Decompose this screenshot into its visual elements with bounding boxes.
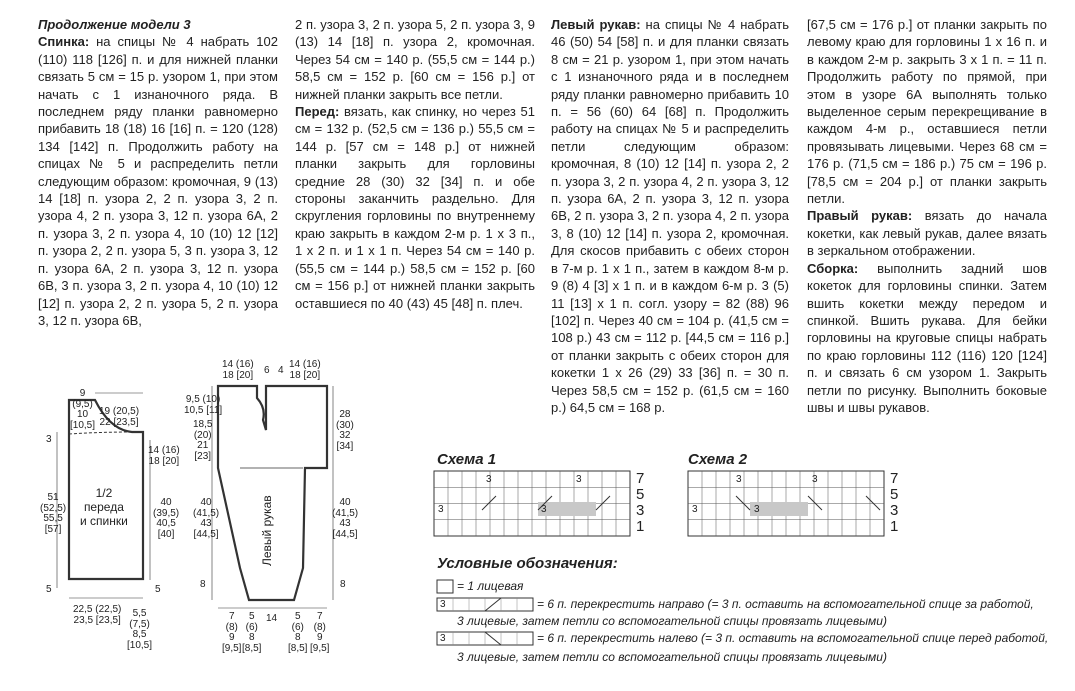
body-label: 1/2 переда и спинки: [80, 486, 128, 528]
scheme2-row-3: 3: [890, 502, 899, 519]
right-sleeve-text: вязать до начала кокетки, как левый рукав, далее вязать в зеркальном отображении.: [807, 208, 1047, 259]
sleeve-bottom-l1: 7 (8) 9 [9,5]: [222, 611, 242, 654]
scheme1-row-1: 1: [636, 518, 645, 535]
sleeve-right-a: 28 (30) 32 [34]: [336, 409, 354, 452]
scheme1-title: Схема 1: [437, 451, 497, 468]
legend-cross-left-text-2: 3 лицевые, затем петли со вспомогательной спицы провязать лицевыми): [457, 650, 887, 664]
scheme1-row-3: 3: [636, 502, 645, 519]
sleeve-left-a: 9,5 (10) 10,5 [11]: [184, 394, 223, 416]
scheme2-row-1: 1: [890, 518, 899, 535]
sleeve-bottom-mid: 14: [266, 613, 278, 624]
body-5b-measure: 5: [155, 584, 161, 595]
back-text: на спицы № 4 набрать 102 (110) 118 [126] п. и для нижней планки связать 5 см = 15 р. узором 1, при этом начать с 1 изнаночного ряда. В последнем ряду планки равномерно прибавить 18 (18) 16 [16] п. = 120 (128) 134 [142] п. Продолжить работу на спицах № 5 и распределить петли следующим образом: кромочная, 9 (13) 14 [18] п. узора 2, 2 п. узора 3, 2 п. узора 4, 2 п. узора 3, 12 п. узора 6А, 2 п. узора 3, 2 п. узора 4, 10 (10) 12 [12] п. узора 2, 2 п. узора 5, 3 п. узора 3, 12 п. узора 6А, 2 п. узора 3, 12 п. узора 6В, 3 п. узора 3, 2 п. узора 4, 10 (10) 12 [12] п. узора 2, 2 п. узора 5, 2 п. узора 3, 12 п. узора 6В,: [38, 34, 278, 328]
scheme2-grid: [688, 471, 884, 536]
scheme1-mark-d: 3: [576, 474, 582, 485]
right-sleeve-heading: Правый рукав:: [807, 208, 913, 224]
scheme2-row-7: 7: [890, 470, 899, 487]
legend-cross-right-mark: 3: [440, 599, 446, 610]
sleeve-label: Левый рукав: [260, 495, 274, 566]
body-right-measure: 40 (39,5) 40,5 [40]: [153, 497, 180, 540]
scheme2-mark-a: 3: [736, 474, 742, 485]
body-3-measure: 3: [46, 434, 52, 445]
legend-cross-right-text-1: = 6 п. перекрестить направо (= 3 п. оставить на вспомогательной спице за работой,: [537, 597, 1034, 611]
scheme1-row-7: 7: [636, 470, 645, 487]
sleeve-top-d: 14 (16) 18 [20]: [289, 359, 321, 381]
scheme2-mark-b: 3: [754, 504, 760, 515]
body-neck-dashed: [69, 432, 132, 434]
body-5a-measure: 5: [46, 584, 52, 595]
legend-cross-left-text-1: = 6 п. перекрестить налево (= 3 п. оставить на вспомогательной спице перед работой,: [537, 631, 1049, 645]
sleeve-right-8: 8: [340, 579, 346, 590]
body-bottom-side-measure: 5,5 (7,5) 8,5 [10,5]: [127, 608, 153, 651]
sleeve-bottom-r1: 5 (6) 8 [8,5]: [288, 611, 308, 654]
assembly-text: выполнить задний шов кокеток для горловины спинки. Затем вшить кокетки между передом и спинкой. Вшить рукава. Для бейки горловины на круговые спицы набрать по краю горловины 112 (116) 120 [124] п. и связать 6 см узором 1. Закрыть петли по рисунку. Выполнить боковые швы и швы рукавов.: [807, 260, 1047, 415]
scheme1-grid: [434, 471, 630, 536]
sleeve-top-a: 14 (16) 18 [20]: [222, 359, 254, 381]
assembly-heading: Сборка:: [807, 260, 859, 276]
sleeve-left-c: 40 (41,5) 43 [44,5]: [193, 497, 220, 540]
sleeve-bottom-r2: 7 (8) 9 [9,5]: [310, 611, 330, 654]
body-neck-measure: 19 (20,5) 22 [23,5]: [99, 406, 140, 428]
scheme1-mark-b: 3: [541, 504, 547, 515]
body-bottom-measure: 22,5 (22,5) 23,5 [23,5]: [73, 604, 122, 626]
legend-knit-box: [437, 580, 453, 593]
legend-cross-right: [437, 598, 533, 611]
body-top-measure: 9 (9,5) 10 [10,5]: [70, 388, 96, 431]
left-sleeve-continued: [67,5 см = 176 р.] от планки закрыть по левому краю для горловины 1 х 16 п. и в каждом 2-м р. закрыть 3 х 1 п. = 11 п. Продолжить работу по прямой, при этом в узоре 6А выполнять только выделенное серым перекрещивание в каждом 4-м р., оставшиеся петли провязывать лицевыми. Через 68 см = 176 р. (71,5 см = 186 р.) 75 см = 196 р. [78,5 см = 204 р.] от планки закрыть петли.: [807, 17, 1047, 207]
scheme2-mark-c: 3: [692, 504, 698, 515]
sleeve-left-b: 18,5 (20) 21 [23]: [193, 419, 213, 462]
scheme1-mark-a: 3: [486, 474, 492, 485]
legend-knit-text: = 1 лицевая: [457, 579, 524, 593]
sleeve-left-8: 8: [200, 579, 206, 590]
legend-cross-left-mark: 3: [440, 633, 446, 644]
scheme2-mark-d: 3: [812, 474, 818, 485]
back-heading: Спинка:: [38, 34, 90, 50]
front-heading: Перед:: [295, 104, 340, 120]
front-text: вязать, как спинку, но через 51 см = 132 р. (52,5 см = 136 р.) 55,5 см = 144 р. [57 см = 148 р.] от нижней планки закрыть для горловины средние 28 (30) 32 [34] п. и обе стороны заканчить раздельно. Для скругления горловины по внутреннему краю закрыть в каждом 2-м р. 1 х 3 п., 1 х 2 п. и 1 х 1 п. Через 54 см = 140 р. (55,5 см = 144 р.) 58,5 см = 152 р. [60 см = 156 р.] от нижней планки закрыть оставшиеся по 40 (43) 45 [48] п. плеч.: [295, 104, 535, 311]
scheme2-row-5: 5: [890, 486, 899, 503]
sleeve-outline: [218, 386, 327, 600]
back-continued: 2 п. узора 3, 2 п. узора 5, 2 п. узора 3, 9 (13) 14 [18] п. узора 2, кромочная. Через 54 см = 140 р. (55,5 см = 144 р.) 58,5 см = 152 р. [60 см = 156 р.] от нижней планки закрыть все петли.: [295, 17, 535, 102]
left-sleeve-text: на спицы № 4 набрать 46 (50) 54 [58] п. и для планки связать 8 см = 21 р. узором 1, при этом начать с 1 изнаночного ряда и в последнем ряду планки равномерно прибавить 10 п. = 56 (60) 64 [68] п. Продолжить работу на спицах № 5 и распределить петли следующим образом: кромочная, 8 (10) 12 [14] п. узора 2, 2 п. узора 3, 2 п. узора 4, 2 п. узора 3, 12 п. узора 6А, 2 п. узора 3, 12 п. узора 6В, 2 п. узора 3, 2 п. узора 4, 2 п. узора 3, 8 (10) 12 [14] п. узора 2, кромочная. Для скосов прибавить с обеих сторон в 7-м р. 1 х 1 п., затем в каждом 8-м р. 9 (8) 4 [3] х 1 п. и в каждом 6-м р. 3 (5) 11 [13] х 1 п. согл. узору = 82 (88) 96 [102] п. Через 40 см = 104 р. (41,5 см = 108 р.) 43 см = 112 р. [44,5 см = 116 р.] от планки закрыть с обеих сторон для кокетки 1 х 26 (29) 33 [36] п. = 30 п. Через 58,5 см = 152 р. (61,5 см = 160 р.) 64,5 см = 168 р.: [551, 17, 790, 415]
section-title: Продолжение модели 3: [38, 17, 191, 32]
left-sleeve-heading: Левый рукав:: [551, 17, 641, 32]
scheme2-title: Схема 2: [688, 451, 748, 468]
body-left-measure: 51 (52,5) 55,5 [57]: [40, 492, 67, 535]
legend-title: Условные обозначения:: [437, 555, 618, 572]
scheme1-mark-c: 3: [438, 504, 444, 515]
sleeve-top-c: 4: [278, 365, 284, 376]
scheme1-row-5: 5: [636, 486, 645, 503]
sleeve-bottom-l2: 5 (6) 8 [8,5]: [242, 611, 262, 654]
legend-cross-left: [437, 632, 533, 645]
sleeve-top-b: 6: [264, 365, 270, 376]
body-side-measure: 14 (16) 18 [20]: [148, 445, 180, 467]
legend-cross-right-text-2: 3 лицевые, затем петли со вспомогательной спицы провязать лицевыми): [457, 614, 887, 628]
sleeve-right-c: 40 (41,5) 43 [44,5]: [332, 497, 359, 540]
